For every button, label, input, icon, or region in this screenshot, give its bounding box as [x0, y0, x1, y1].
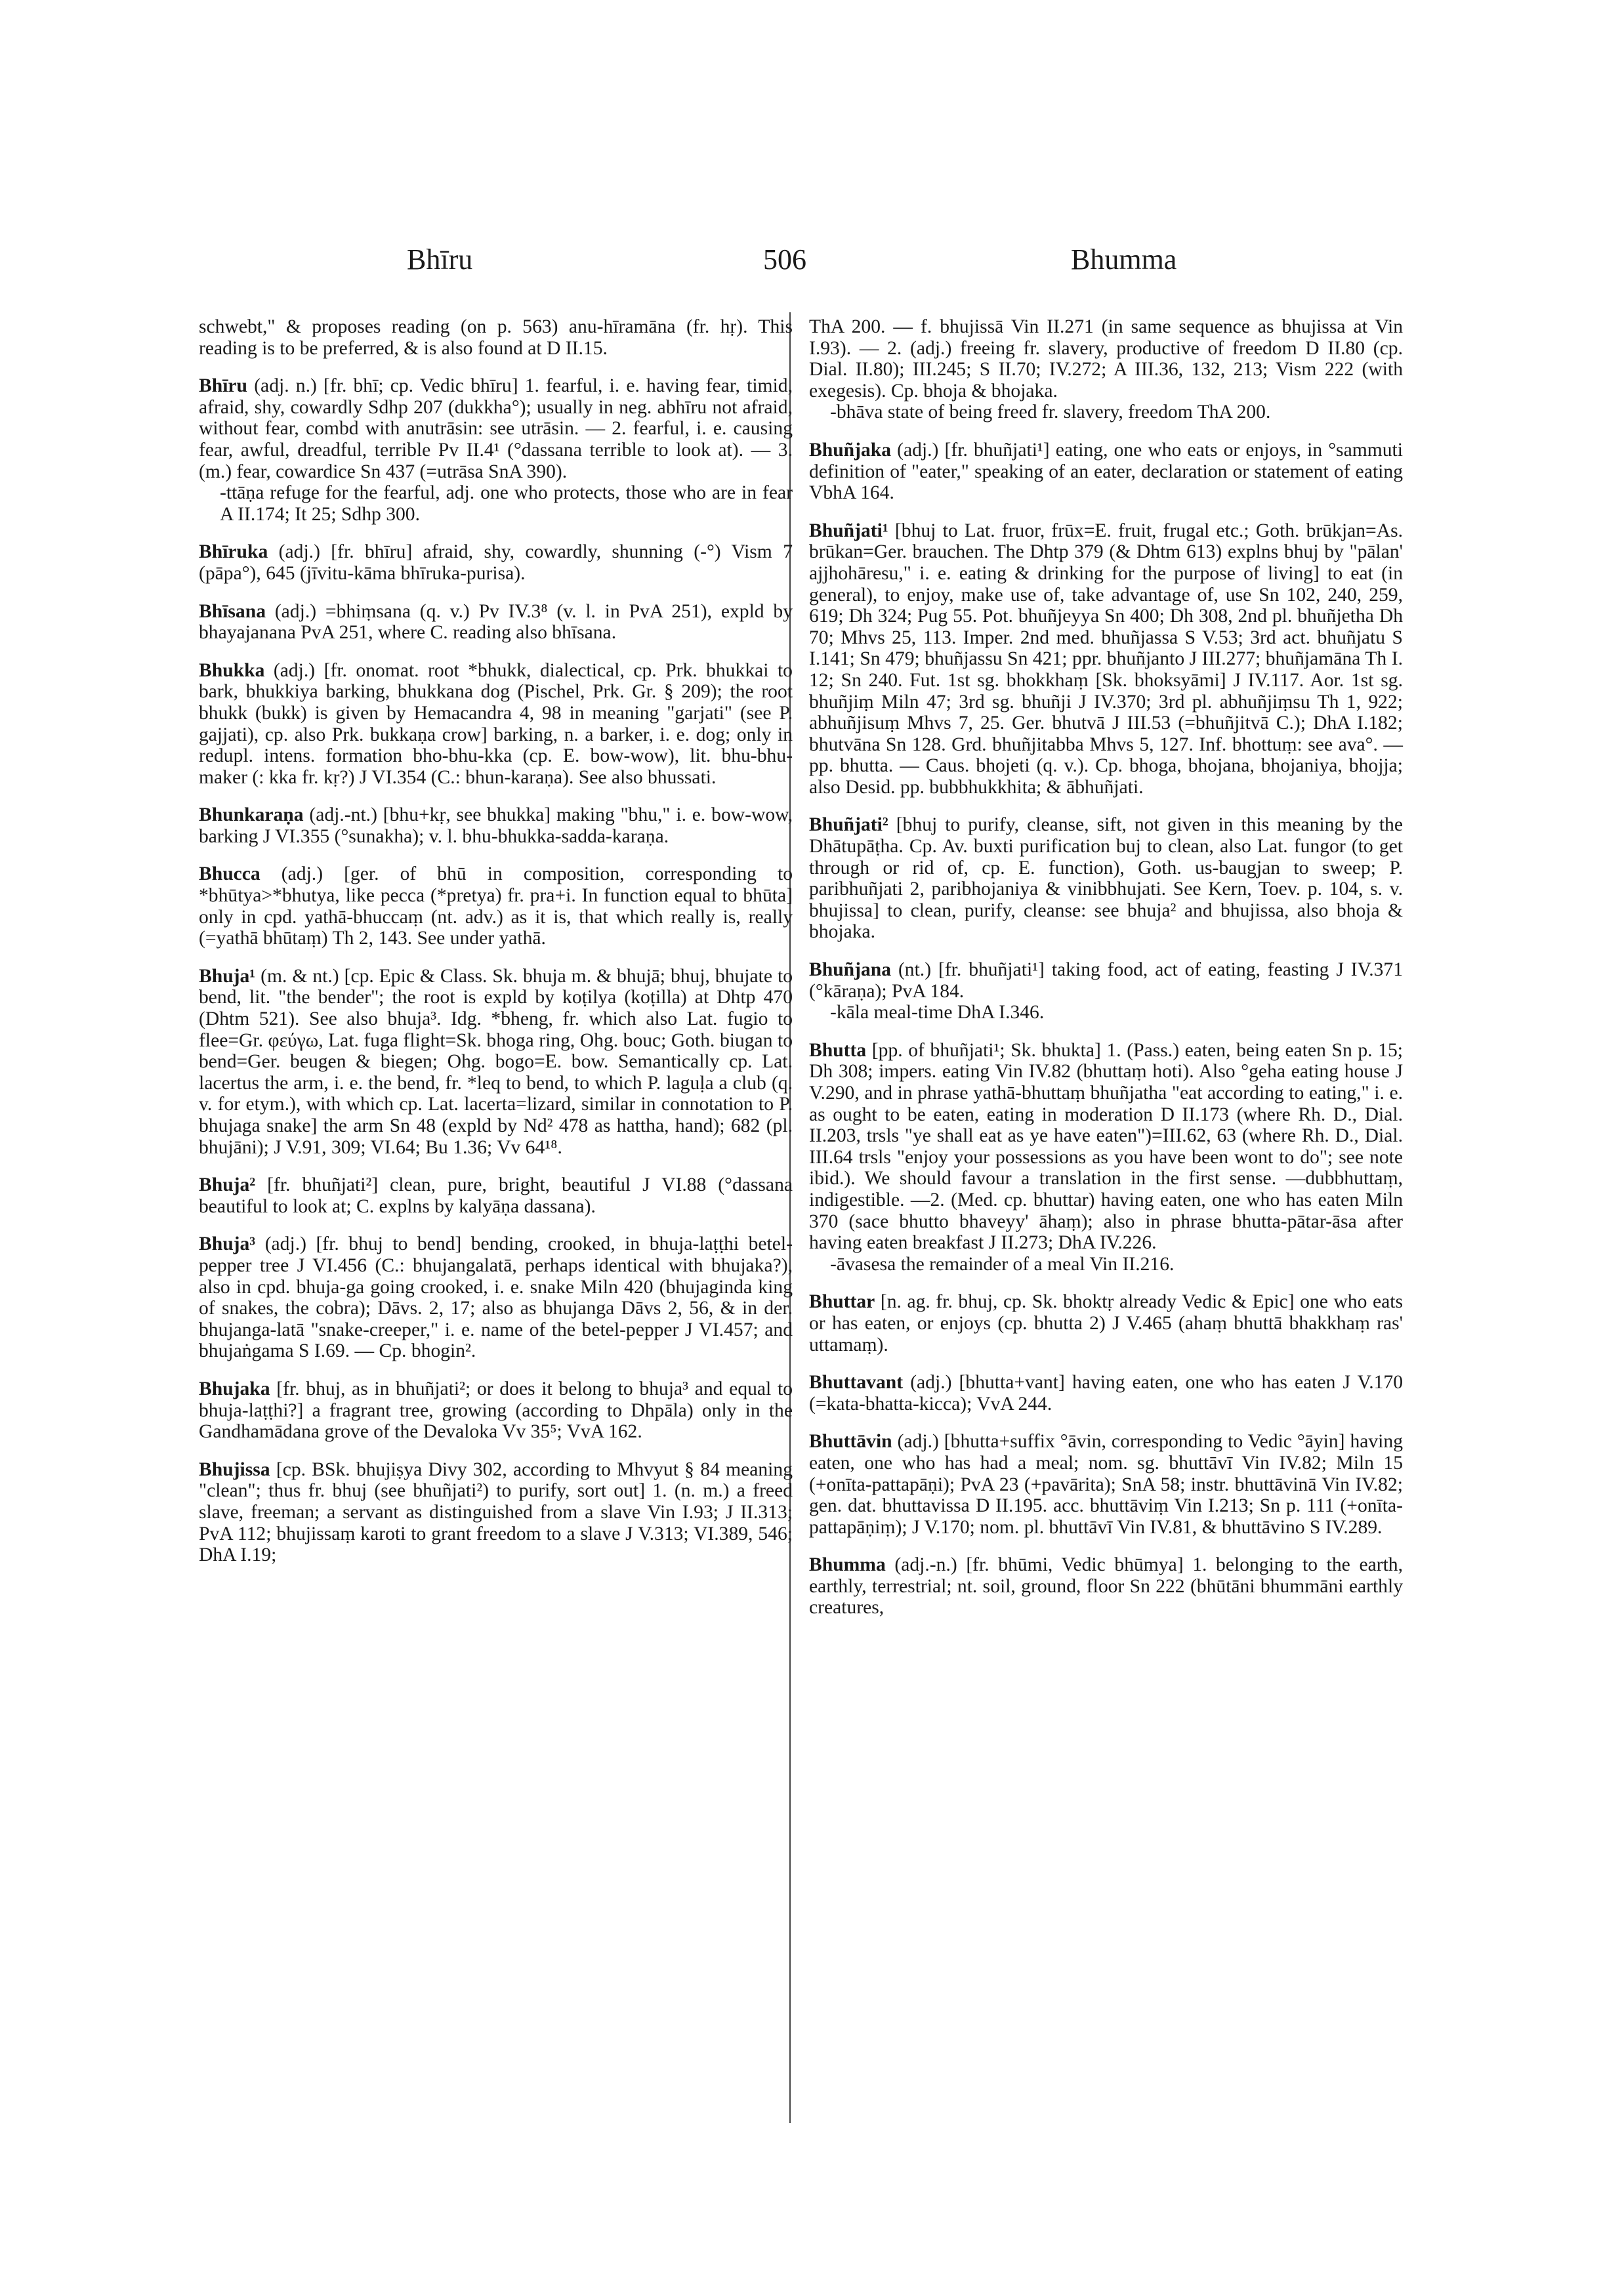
entry-bhunkarana — [199, 804, 793, 847]
entry-bhunjana — [809, 959, 1403, 1023]
headword: Bhīsana — [199, 600, 266, 622]
entry-bhujissa — [199, 1459, 793, 1566]
entry-definition: (adj.) [fr. bhīru] afraid, shy, cowardly, shunning (-°) Vism 7 (pāpa°), 645 (jīvitu-kāma bhīruka-purisa). — [199, 541, 793, 584]
entry-bhukka — [199, 660, 793, 789]
headword: Bhumma — [809, 1554, 886, 1576]
continuation-text: schwebt," & proposes reading (on p. 563) anu-hīramāna (fr. hṛ). This reading is to be preferred, & is also found at D II.15. — [199, 316, 793, 359]
headword: Bhīru — [199, 375, 248, 397]
entry-definition: (adj. n.) [fr. bhī; cp. Vedic bhīru] 1. fearful, i. e. having fear, timid, afraid, shy, cowardly Sdhp 207 (dukkha°); usually in neg. abhīru not afraid, without fear, combd with anutrāsin: see utrāsin. — 2. fearful, i. e. causing fear, awful, dreadful, terrible Pv II.4¹ (°dassana terrible to look at). — 3. (m.) fear, cowardice Sn 437 (=utrāsa SnA 390). — [199, 375, 793, 482]
entry-bhumma — [809, 1554, 1403, 1619]
headword: Bhuñjana — [809, 959, 892, 981]
header-right-guide-word: Bhumma — [1071, 243, 1177, 276]
entry-subentry: -ttāṇa refuge for the fearful, adj. one who protects, those who are in fear A II.174; It 25; Sdhp 300. — [220, 482, 793, 525]
entry-bhunjaka — [809, 440, 1403, 504]
entry-subentry: -kāla meal-time DhA I.346. — [830, 1002, 1045, 1023]
headword: Bhuñjati² — [809, 814, 888, 836]
entry-bhujaka — [199, 1378, 793, 1443]
entry-bhiru — [199, 375, 793, 525]
entry-definition: (adj.) [bhutta+vant] having eaten, one who has eaten J V.170 (=kata-bhatta-kicca); VvA 244. — [809, 1372, 1403, 1415]
continuation-sub: -bhāva state of being freed fr. slavery, freedom ThA 200. — [830, 402, 1271, 423]
headword: Bhuja² — [199, 1174, 256, 1196]
entry-bhuttavin — [809, 1431, 1403, 1538]
page-header — [0, 243, 1624, 289]
headword: Bhuttavant — [809, 1372, 904, 1394]
continuation-text — [809, 316, 1403, 423]
entry-subentry: -āvasesa the remainder of a meal Vin II.216. — [830, 1253, 1175, 1275]
entry-definition: [n. ag. fr. bhuj, cp. Sk. bhoktṛ already Vedic & Epic] one who eats or has eaten, or enjoys (cp. bhutta 2) J V.465 (ahaṃ bhuttā bhakkhaṃ ras' uttamaṃ). — [809, 1291, 1403, 1355]
entry-bhuja — [199, 966, 793, 1158]
headword: Bhujaka — [199, 1378, 270, 1399]
entry-definition: [bhuj to Lat. fruor, frūx=E. fruit, frugal etc.; Goth. brūkjan=As. brūkan=Ger. brauchen. The Dhtp 379 (& Dhtm 613) explns bhuj by "pālan' ajjhohāresu," i. e. eating & drinking for the purpose of living] to eat (in general), to enjoy, make use of, take advantage of, use Sn 102, 240, 259, 619; Dh 324; Pug 55. Pot. bhuñjeyya Sn 400; Dh 308, 2nd pl. bhuñjetha Dh 70; Mhvs 25, 113. Imper. 2nd med. bhuñjassa S V.53; 3rd act. bhuñjatu S I.141; Sn 479; bhuñjassu Sn 421; ppr. bhuñjanto J III.277; bhuñjamāna Th I. 12; Sn 240. Fut. 1st sg. bhokkhaṃ [Sk. bhoksyāmi] J IV.117. Aor. 1st sg. bhuñjiṃ Miln 47; 3rd sg. bhuñji J IV.370; 3rd pl. abhuñjiṃsu Th 1, 922; abhuñjisuṃ Mhvs 7, 25. Ger. bhutvā J III.53 (=bhuñjitvā C.); DhA I.182; bhutvāna Sn 128. Grd. bhuñjitabba Mhvs 5, 127. Inf. bhottuṃ: see ava°. — pp. bhutta. — Caus. bhojeti (q. v.). Cp. bhoga, bhojana, bhojaniya, bhojja; also Desid. pp. bubbhukkhita; & ābhuñjati. — [809, 520, 1403, 798]
entry-definition: (adj.) [fr. bhuj to bend] bending, crooked, in bhuja-laṭṭhi betel-pepper tree J VI.456 (C.: bhujangalatā, perhaps identical with bhujaka?), also in cpd. bhuja-ga going crooked, i. e. snake Miln 420 (bhujaginda king of snakes, the cobra); Dāvs. 2, 17; also as bhujanga Dāvs 2, 56, & in der. bhujanga-latā "snake-creeper," i. e. name of the betel-pepper J VI.457; and bhujaṅgama S I.69. — Cp. bhogin². — [199, 1233, 793, 1362]
headword: Bhucca — [199, 863, 260, 885]
entry-bhiruka — [199, 541, 793, 584]
entry-definition: (adj.-nt.) [bhu+kṛ, see bhukka] making "bhu," i. e. bow-wow, barking J VI.355 (°sunakha); v. l. bhu-bhukka-sadda-karaṇa. — [199, 804, 793, 847]
headword: Bhuñjaka — [809, 439, 892, 461]
entry-definition: [bhuj to purify, cleanse, sift, not given in this meaning by the Dhātupāṭha. Cp. Av. buxti purification buj to clean, also Lat. fungor (to get through or rid of, cp. E. function), Goth. us-baugjan to sweep; P. paribhuñjati 2, paribhojaniya & vinibbhujati. See Kern, Toev. p. 104, s. v. bhujissa] to clean, purify, cleanse: see bhuja² and bhujissa, also bhoja & bhojaka. — [809, 814, 1403, 943]
entry-definition: (adj.) [fr. onomat. root *bhukk, dialectical, cp. Prk. bhukkai to bark, bhukkiya barking, bhukkana dog (Pischel, Prk. Gr. § 209); the root bhukk (bukk) is given by Hemacandra 4, 98 in meaning "garjati" (see P. gajjati), cp. also Prk. bukkaṇa crow] barking, n. a barker, i. e. dog; only in redupl. intens. formation bho-bhu-kka (cp. E. bow-wow), lit. bhu-bhu-maker (: kka fr. kṛ?) J VI.354 (C.: bhun-karaṇa). See also bhussati. — [199, 659, 793, 788]
headword: Bhunkaraṇa — [199, 804, 304, 826]
headword: Bhuñjati¹ — [809, 520, 888, 541]
entry-definition: [fr. bhuñjati²] clean, pure, bright, beautiful J VI.88 (°dassana beautiful to look at; C. explns by kalyāṇa dassana). — [199, 1174, 793, 1217]
entry-bhuttar — [809, 1291, 1403, 1355]
entry-bhuttavant — [809, 1372, 1403, 1415]
right-column — [809, 316, 1403, 1635]
entry-bhuja — [199, 1174, 793, 1217]
headword: Bhuja³ — [199, 1233, 256, 1255]
entry-bhunjati — [809, 520, 1403, 798]
headword: Bhuja¹ — [199, 965, 256, 987]
page-number: 506 — [763, 243, 806, 276]
entry-definition: (nt.) [fr. bhuñjati¹] taking food, act of eating, feasting J IV.371 (°kāraṇa); PvA 184. — [809, 959, 1403, 1002]
entry-definition: (m. & nt.) [cp. Epic & Class. Sk. bhuja m. & bhujā; bhuj, bhujate to bend, lit. "the bender"; the root is expld by koṭilya (koṭilla) at Dhtp 470 (Dhtm 521). See also bhuja³. Idg. *bheng, fr. which also Lat. fugio to flee=Gr. φεύγω, Lat. fuga flight=Sk. bhoga ring, Ohg. bouc; Goth. biugan to bend=Ger. beugen & biegen; Ohg. bogo=E. bow. Semantically cp. Lat. lacertus the arm, i. e. the bend, fr. *leq to bend, to which P. laguḷa a club (q. v. for etym.), with which cp. Lat. lacerta=lizard, similar in connotation to P. bhujaga snake] the arm Sn 48 (expld by Nd² 478 as hattha, hand); 682 (pl. bhujāni); J V.91, 309; VI.64; Bu 1.36; Vv 64¹⁸. — [199, 965, 793, 1158]
headword: Bhuttāvin — [809, 1431, 892, 1453]
entry-definition: [fr. bhuj, as in bhuñjati²; or does it belong to bhuja³ and equal to bhuja-laṭṭhi?] a fragrant tree, growing (according to Dhpāla) only in the Gandhamādana grove of the Devaloka Vv 35⁵; VvA 162. — [199, 1378, 793, 1443]
entry-definition: (adj.-n.) [fr. bhūmi, Vedic bhūmya] 1. belonging to the earth, earthly, terrestrial; nt. soil, ground, floor Sn 222 (bhūtāni bhummāni earthly creatures, — [809, 1554, 1403, 1619]
headword: Bhukka — [199, 659, 265, 681]
entry-bhuja — [199, 1233, 793, 1362]
entry-bhucca — [199, 863, 793, 949]
entry-definition: (adj.) [fr. bhuñjati¹] eating, one who eats or enjoys, in °sammuti definition of "eater," speaking of an eater, declaration or statement of eating VbhA 164. — [809, 439, 1403, 504]
header-left-guide-word: Bhīru — [407, 243, 473, 276]
entry-definition: [cp. BSk. bhujiṣya Divy 302, according to Mhvyut § 84 meaning "clean"; thus fr. bhuj (see bhuñjati²) to purify, sort out] 1. (n. m.) a freed slave, freeman; a servant as distinguished from a slave Vin I.93; J II.313; PvA 112; bhujissaṃ karoti to grant freedom to a slave J V.313; VI.389, 546; DhA I.19; — [199, 1458, 793, 1566]
headword: Bhuttar — [809, 1291, 875, 1313]
entry-bhutta — [809, 1040, 1403, 1275]
headword: Bhīruka — [199, 541, 268, 563]
entry-definition: (adj.) [ger. of bhū in composition, corresponding to *bhūtya>*bhutya, like pecca (*pretya) fr. pra+i. In function equal to bhūta] only in cpd. yathā-bhuccaṃ (nt. adv.) as it is, that which really is, really (=yathā bhūtaṃ) Th 2, 143. See under yathā. — [199, 863, 793, 949]
left-column — [199, 316, 793, 1582]
entry-definition: (adj.) [bhutta+suffix °āvin, corresponding to Vedic °āyin] having eaten, one who has had a meal; nom. sg. bhuttāvī Vin IV.82; Miln 15 (+onīta-pattapāṇi); PvA 23 (+pavārita); SnA 58; instr. bhuttāvinā Vin IV.82; gen. dat. bhuttavissa D II.195. acc. bhuttāviṃ Vin I.213; Sn p. 111 (+onīta-pattapāṇiṃ); J V.170; nom. pl. bhuttāvī Vin IV.81, & bhuttāvino S IV.289. — [809, 1431, 1403, 1538]
continuation-body: ThA 200. — f. bhujissā Vin II.271 (in same sequence as bhujissa at Vin I.93). — 2. (adj.) freeing fr. slavery, productive of freedom D II.80 (cp. Dial. II.80); III.245; S II.70; IV.272; A III.36, 132, 213; Vism 222 (with exegesis). Cp. bhoja & bhojaka. — [809, 316, 1403, 402]
entry-bhunjati — [809, 814, 1403, 943]
headword: Bhutta — [809, 1039, 867, 1061]
entry-definition: (adj.) =bhiṃsana (q. v.) Pv IV.3⁸ (v. l. in PvA 251), expld by bhayajanana PvA 251, where C. reading also bhīsana. — [199, 600, 793, 644]
entry-definition: [pp. of bhuñjati¹; Sk. bhukta] 1. (Pass.) eaten, being eaten Sn p. 15; Dh 308; impers. eating Vin IV.82 (bhuttaṃ hoti). Also °geha eating house J V.290, and in phrase yathā-bhuttaṃ bhuñjatha "eat according to eating," i. e. as ought to be eaten, eating in moderation D II.173 (where Rh. D., Dial. II.203, trsls "ye shall eat as ye have eaten")=III.62, 63 (where Rh. D., Dial. III.64 trsls "enjoy your possessions as you have been wont to do"; see note ibid.). We should favour a translation in the first sense. —dubbhuttaṃ, indigestible. —2. (Med. cp. bhuttar) having eaten, one who has eaten Miln 370 (sace bhutto bhaveyy' āhaṃ); also in phrase bhutta-pātar-āsa after having eaten breakfast J II.273; DhA IV.226. — [809, 1039, 1403, 1254]
entry-bhisana — [199, 601, 793, 644]
headword: Bhujissa — [199, 1458, 270, 1480]
